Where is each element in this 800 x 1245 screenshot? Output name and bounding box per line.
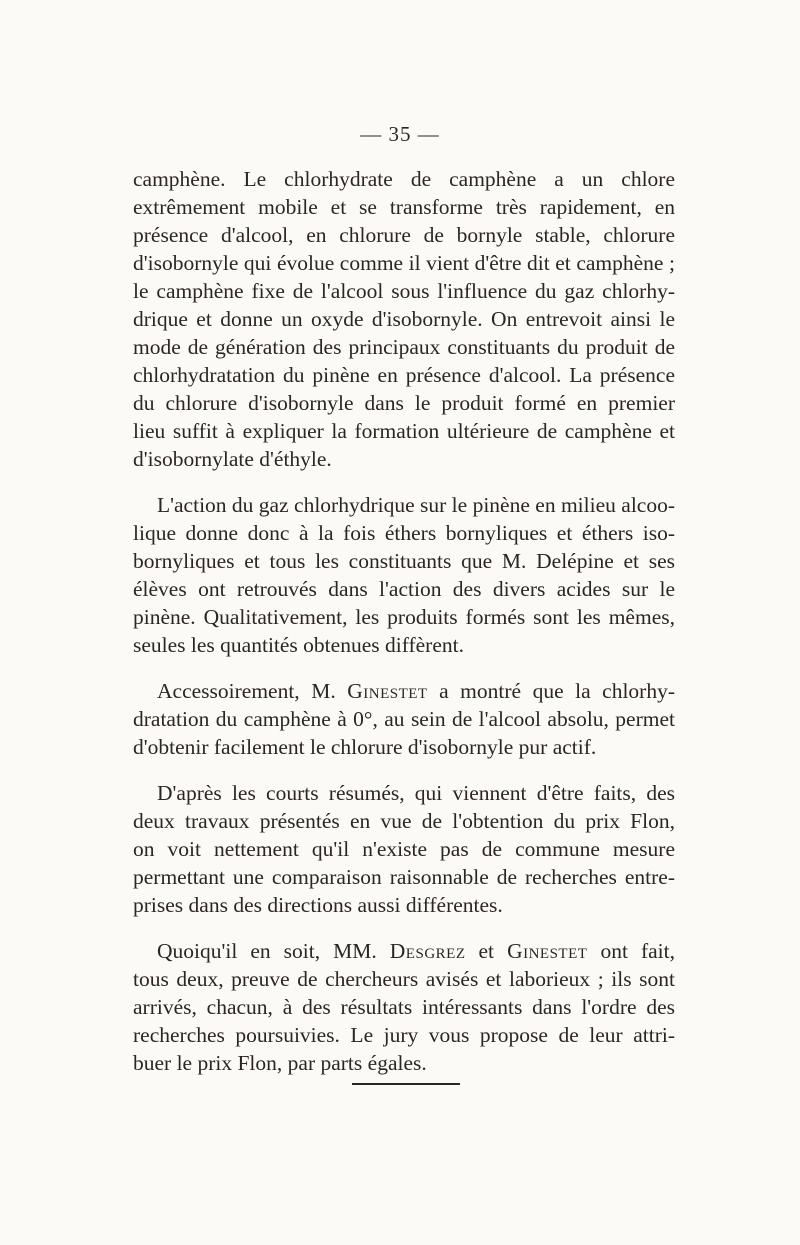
text-line: dratation du camphène à 0°, au sein de l'alcool absolu, permet (133, 707, 675, 731)
text-line: présence d'alcool, en chlorure de bornyle stable, chlorure (133, 223, 675, 247)
paragraph-5 (133, 937, 675, 1077)
author-name: Ginestet (507, 939, 588, 963)
text-line: recherches poursuivies. Le jury vous propose de leur attri- (133, 1023, 675, 1047)
paragraph-1 (133, 165, 675, 473)
text-segment: a montré que la chlorhy- (427, 679, 676, 703)
text-line: prises dans des directions aussi différentes. (133, 893, 503, 917)
text-line: chlorhydratation du pinène en présence d'alcool. La présence (133, 363, 675, 387)
text-line: du chlorure d'isobornyle dans le produit formé en premier (133, 391, 675, 415)
text-line: d'isobornylate d'éthyle. (133, 447, 332, 471)
text-line: permettant une comparaison raisonnable de recherches entre- (133, 865, 675, 889)
text-line: le camphène fixe de l'alcool sous l'influence du gaz chlorhy- (133, 279, 675, 303)
text-line: L'action du gaz chlorhydrique sur le pinène en milieu alcoo- (157, 493, 675, 517)
text-line: on voit nettement qu'il n'existe pas de commune mesure (133, 837, 675, 861)
text-line (133, 677, 675, 705)
text-segment: et (465, 939, 508, 963)
text-segment: ont fait, (587, 939, 675, 963)
text-line: d'obtenir facilement le chlorure d'isobornyle pur actif. (133, 735, 597, 759)
text-line: lieu suffit à expliquer la formation ultérieure de camphène et (133, 419, 675, 443)
author-name: Desgrez (389, 939, 466, 963)
paragraph-3 (133, 677, 675, 761)
paragraph-2 (133, 491, 675, 659)
text-line: d'isobornyle qui évolue comme il vient d'être dit et camphène ; (133, 251, 675, 275)
text-line: lique donne donc à la fois éthers bornyliques et éthers iso- (133, 521, 675, 545)
text-segment: Accessoirement, M. (157, 679, 348, 703)
text-line: buer le prix Flon, par parts égales. (133, 1051, 427, 1075)
text-line: seules les quantités obtenues diffèrent. (133, 633, 464, 657)
text-line: camphène. Le chlorhydrate de camphène a un chlore (133, 167, 675, 191)
text-line: élèves ont retrouvés dans l'action des divers acides sur le (133, 577, 675, 601)
text-line: bornyliques et tous les constituants que M. Delépine et ses (133, 549, 675, 573)
end-rule (352, 1083, 460, 1085)
text-line: deux travaux présentés en vue de l'obtention du prix Flon, (133, 809, 675, 833)
paragraph-4 (133, 779, 675, 919)
text-line: drique et donne un oxyde d'isobornyle. On entrevoit ainsi le (133, 307, 675, 331)
text-line: extrêmement mobile et se transforme très rapidement, en (133, 195, 675, 219)
text-line: mode de génération des principaux constituants du produit de (133, 335, 675, 359)
text-line: pinène. Qualitativement, les produits formés sont les mêmes, (133, 605, 675, 629)
body-text (133, 165, 675, 1095)
text-line (133, 937, 675, 965)
text-line: D'après les courts résumés, qui viennent d'être faits, des (157, 781, 675, 805)
text-line: tous deux, preuve de chercheurs avisés et laborieux ; ils sont (133, 967, 675, 991)
text-segment: Quoiqu'il en soit, MM. (157, 939, 390, 963)
author-name: Ginestet (347, 679, 428, 703)
text-line: arrivés, chacun, à des résultats intéressants dans l'ordre des (133, 995, 675, 1019)
page-number: — 35 — (360, 122, 440, 146)
